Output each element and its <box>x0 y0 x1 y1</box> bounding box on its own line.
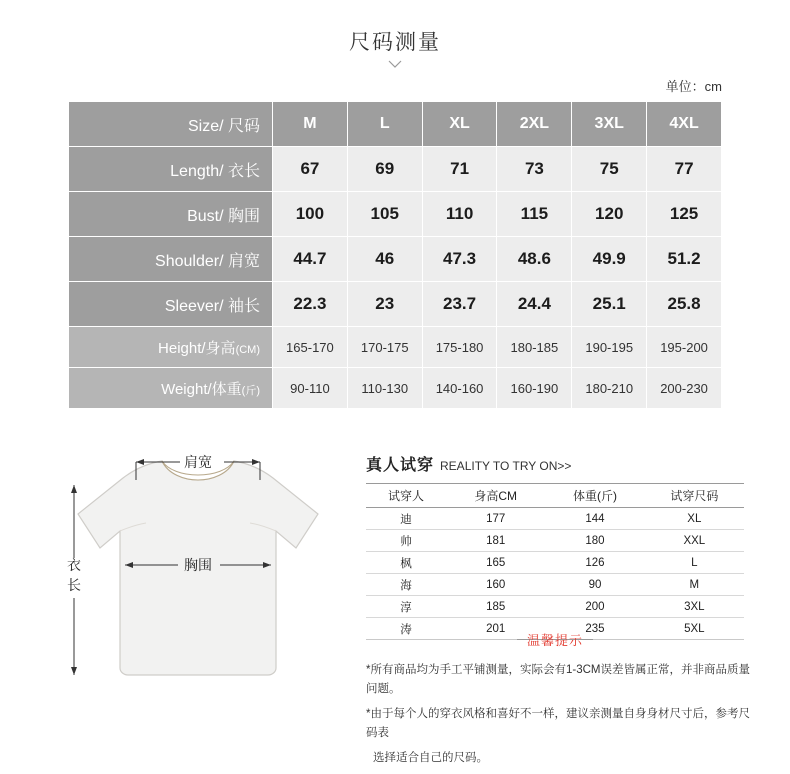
tips-title-row <box>366 630 744 649</box>
cell-height-3xl: 190-195 <box>572 327 647 368</box>
tryon-height-1: 177 <box>446 508 545 530</box>
cell-length-l: 69 <box>347 147 422 192</box>
cell-length-xl: 71 <box>422 147 497 192</box>
cell-height-xl: 175-180 <box>422 327 497 368</box>
tryon-title-en: REALITY TO TRY ON>> <box>440 459 572 473</box>
row-header-weight <box>69 368 273 409</box>
tryon-col-person: 试穿人 <box>366 484 446 508</box>
column-header-3xl: 3XL <box>572 102 647 147</box>
table-row <box>366 552 744 574</box>
tryon-weight-5: 200 <box>545 596 644 618</box>
tryon-weight-2: 180 <box>545 530 644 552</box>
column-header-2xl: 2XL <box>497 102 572 147</box>
tryon-weight-1: 144 <box>545 508 644 530</box>
divider-right <box>593 639 744 640</box>
cell-shoulder-3xl: 49.9 <box>572 237 647 282</box>
row-header-weight-text: Weight/体重 <box>161 380 242 398</box>
row-header-shoulder: Shoulder/ 肩宽 <box>69 237 273 282</box>
tryon-height-4: 160 <box>446 574 545 596</box>
cell-height-m: 165-170 <box>273 327 348 368</box>
table-row <box>366 574 744 596</box>
divider-left <box>366 639 517 640</box>
tryon-weight-6: 235 <box>545 618 644 640</box>
cell-height-2xl: 180-185 <box>497 327 572 368</box>
tryon-person-4: 海 <box>366 574 446 596</box>
cell-bust-xl: 110 <box>422 192 497 237</box>
table-row <box>69 147 722 192</box>
cell-height-l: 170-175 <box>347 327 422 368</box>
tryon-height-5: 185 <box>446 596 545 618</box>
diagram-length-label-2: 长 <box>67 577 81 593</box>
tips-body <box>366 661 756 768</box>
cell-bust-l: 105 <box>347 192 422 237</box>
table-row <box>69 192 722 237</box>
tryon-height-3: 165 <box>446 552 545 574</box>
table-row <box>366 508 744 530</box>
cell-weight-m: 90-110 <box>273 368 348 409</box>
size-chart-table <box>68 101 722 409</box>
row-header-height-unit: (CM) <box>235 343 260 356</box>
tryon-person-6: 涛 <box>366 618 446 640</box>
column-header-l: L <box>347 102 422 147</box>
tryon-table <box>366 483 744 640</box>
table-row <box>69 237 722 282</box>
tryon-height-2: 181 <box>446 530 545 552</box>
tryon-block <box>366 452 766 640</box>
tryon-weight-4: 90 <box>545 574 644 596</box>
tryon-size-2: XXL <box>645 530 744 552</box>
cell-length-3xl: 75 <box>572 147 647 192</box>
row-header-weight-unit: (斤) <box>241 384 260 397</box>
tryon-height-6: 201 <box>446 618 545 640</box>
row-header-sleeve: Sleever/ 袖长 <box>69 282 273 327</box>
tryon-weight-3: 126 <box>545 552 644 574</box>
diagram-bust-label: 胸围 <box>184 557 212 573</box>
tryon-title-cn: 真人试穿 <box>366 457 435 474</box>
tryon-size-3: L <box>645 552 744 574</box>
cell-bust-3xl: 120 <box>572 192 647 237</box>
column-header-4xl: 4XL <box>647 102 722 147</box>
cell-length-m: 67 <box>273 147 348 192</box>
cell-weight-xl: 140-160 <box>422 368 497 409</box>
cell-sleeve-3xl: 25.1 <box>572 282 647 327</box>
tips-block <box>366 630 766 774</box>
cell-height-4xl: 195-200 <box>647 327 722 368</box>
tryon-size-4: M <box>645 574 744 596</box>
tips-title: 温馨提示 <box>527 633 584 648</box>
table-row <box>69 327 722 368</box>
diagram-length-label-1: 衣 <box>67 557 81 573</box>
page-title: 尺码测量 <box>349 31 441 54</box>
column-header-m: M <box>273 102 348 147</box>
cell-sleeve-m: 22.3 <box>273 282 348 327</box>
cell-bust-m: 100 <box>273 192 348 237</box>
cell-sleeve-xl: 23.7 <box>422 282 497 327</box>
tryon-col-height: 身高CM <box>446 484 545 508</box>
lower-section <box>0 430 790 764</box>
tips-line-2: *由于每个人的穿衣风格和喜好不一样，建议亲测量自身身材尺寸后，参考尺码表 <box>366 707 750 739</box>
table-row <box>366 484 744 508</box>
cell-sleeve-2xl: 24.4 <box>497 282 572 327</box>
table-row <box>69 102 722 147</box>
cell-shoulder-xl: 47.3 <box>422 237 497 282</box>
tips-line-3: 选择适合自己的尺码。 <box>373 751 488 764</box>
cell-sleeve-4xl: 25.8 <box>647 282 722 327</box>
cell-sleeve-l: 23 <box>347 282 422 327</box>
tryon-size-1: XL <box>645 508 744 530</box>
tryon-size-6: 5XL <box>645 618 744 640</box>
cell-shoulder-2xl: 48.6 <box>497 237 572 282</box>
tryon-col-size: 试穿尺码 <box>645 484 744 508</box>
cell-shoulder-m: 44.7 <box>273 237 348 282</box>
tryon-person-2: 帅 <box>366 530 446 552</box>
row-header-length: Length/ 衣长 <box>69 147 273 192</box>
cell-bust-4xl: 125 <box>647 192 722 237</box>
row-header-height <box>69 327 273 368</box>
cell-shoulder-4xl: 51.2 <box>647 237 722 282</box>
chevron-down-icon <box>388 60 402 68</box>
title-block <box>0 0 790 68</box>
table-row <box>69 368 722 409</box>
table-row <box>366 596 744 618</box>
cell-weight-l: 110-130 <box>347 368 422 409</box>
row-header-size: Size/ 尺码 <box>69 102 273 147</box>
diagram-shoulder-label: 肩宽 <box>184 454 212 470</box>
cell-weight-4xl: 200-230 <box>647 368 722 409</box>
tryon-person-3: 枫 <box>366 552 446 574</box>
shirt-measurement-diagram <box>28 430 348 730</box>
table-row <box>69 282 722 327</box>
tips-line-1: *所有商品均为手工平铺测量，实际会有1-3CM误差皆属正常，并非商品质量问题。 <box>366 664 750 695</box>
cell-weight-3xl: 180-210 <box>572 368 647 409</box>
row-header-bust: Bust/ 胸围 <box>69 192 273 237</box>
tryon-person-5: 淳 <box>366 596 446 618</box>
cell-length-2xl: 73 <box>497 147 572 192</box>
tryon-person-1: 迪 <box>366 508 446 530</box>
cell-bust-2xl: 115 <box>497 192 572 237</box>
tryon-heading <box>366 452 766 475</box>
cell-weight-2xl: 160-190 <box>497 368 572 409</box>
cell-shoulder-l: 46 <box>347 237 422 282</box>
unit-label: 单位：cm <box>665 79 722 94</box>
row-header-height-text: Height/身高 <box>158 339 236 357</box>
cell-length-4xl: 77 <box>647 147 722 192</box>
table-row <box>366 530 744 552</box>
column-header-xl: XL <box>422 102 497 147</box>
tryon-size-5: 3XL <box>645 596 744 618</box>
tryon-col-weight: 体重(斤) <box>545 484 644 508</box>
